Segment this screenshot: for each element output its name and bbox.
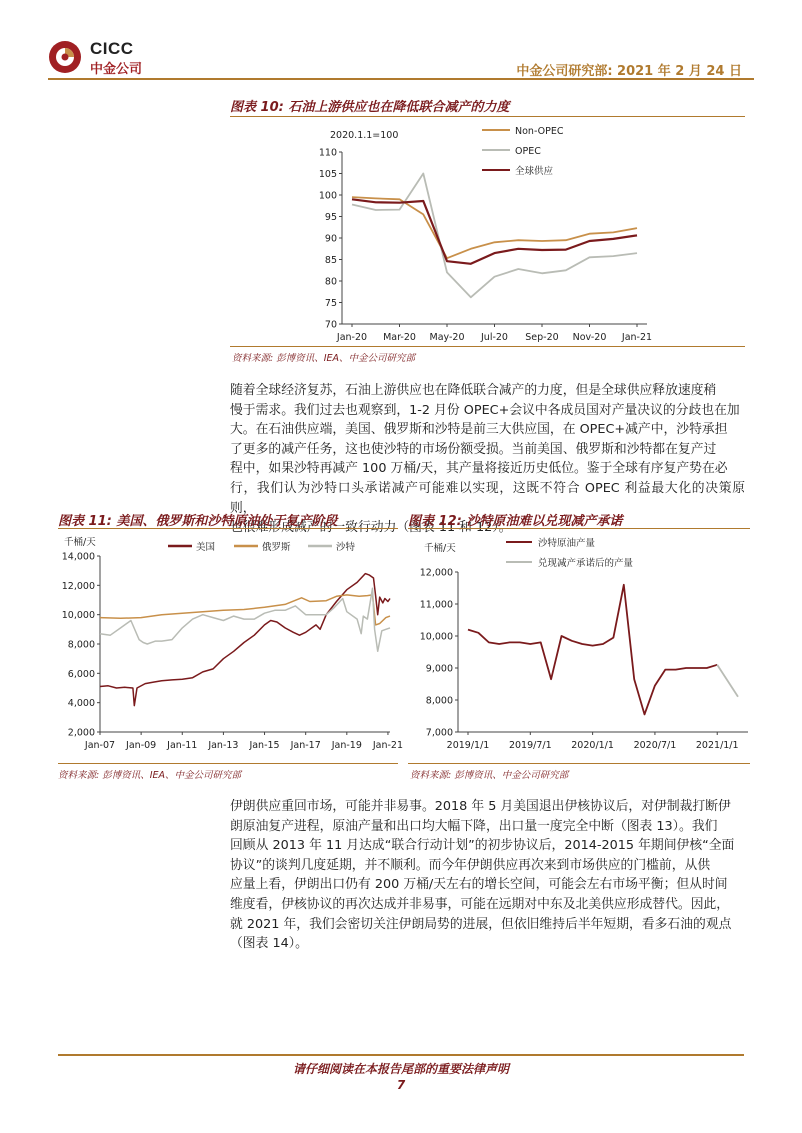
fig10-y-tick-label: 105: [318, 169, 337, 180]
figure11-rule: [58, 528, 398, 529]
cicc-logo-icon: [48, 40, 82, 74]
figure12-chart: [408, 530, 754, 762]
fig12-x-tick-label: 2020/1/1: [571, 740, 614, 751]
paragraph-iran: 伊朗供应重回市场，可能并非易事。2018 年 5 月美国退出伊核协议后，对伊制裁打断伊 朗原油复产进程，原油产量和出口均大幅下降，出口量一度完全中断（图表 13）。我们 回顾从 2013 年 11 月达成“联合行动计划”的初步协议后，2014-2015 年期间伊核“全面 协议”的谈判几度延期，并不顺利。而今年伊朗供应再次来到市场供应的门槛前，从供 应量上看，伊朗出口仍有 200 万桶/天左右的增长空间，可能会左右市场平衡；但从时间 维度看，伊核协议的再次达成并非易事，可能在远期对中东及北美供应形成替代。因此， 就 2021 年，我们会密切关注伊朗局势的进展，但依旧维持后半年短期，看多石油的观点 （图表 14）。: [230, 799, 735, 952]
fig10-x-tick-label: Jan-21: [621, 332, 653, 343]
fig11-x-tick-label: Jan-19: [331, 740, 362, 751]
fig10-unit-label: 2020.1.1=100: [330, 130, 399, 141]
fig10-x-tick-label: May-20: [429, 332, 465, 343]
fig11-y-tick-label: 4,000: [67, 698, 95, 710]
fig12-y-tick-label: 12,000: [419, 567, 453, 579]
fig11-y-tick-label: 6,000: [67, 668, 95, 680]
fig10-y-tick-label: 80: [324, 276, 337, 288]
fig12-legend-label: 沙特原油产量: [538, 538, 596, 549]
figure10-bottom-rule: [230, 346, 745, 347]
fig11-x-tick-label: Jan-15: [249, 740, 280, 751]
fig12-x-tick-label: 2021/1/1: [695, 740, 739, 751]
fig12-series-line: [468, 585, 717, 715]
logo-text-cn: 中金公司: [90, 62, 143, 77]
fig11-unit-label: 千桶/天: [64, 537, 96, 548]
fig12-x-tick-label: 2019/1/1: [446, 740, 490, 751]
fig10-series-line: [352, 197, 637, 258]
logo-text-en: CICC: [90, 39, 134, 58]
fig12-y-tick-label: 11,000: [419, 599, 453, 611]
fig12-legend-label: 兑现减产承诺后的产量: [538, 558, 634, 569]
fig12-series-line: [717, 665, 738, 697]
figure12-bottom-rule: [408, 763, 750, 764]
fig10-y-tick-label: 90: [324, 233, 337, 245]
figure12-source: 资料来源: 彭博资讯、中金公司研究部: [410, 770, 569, 781]
fig11-y-tick-label: 10,000: [61, 610, 95, 622]
figure10-chart: [230, 118, 745, 348]
fig11-y-tick-label: 14,000: [61, 551, 95, 563]
fig10-legend-label: Non-OPEC: [515, 126, 564, 137]
fig11-x-tick-label: Jan-21: [372, 740, 404, 751]
fig11-series-line: [100, 574, 390, 706]
fig11-x-tick-label: Jan-09: [126, 740, 157, 751]
fig11-legend-label: 美国: [196, 542, 216, 553]
figure10-title: 图表 10: 石油上游供应也在降低联合减产的力度: [230, 100, 510, 115]
paragraph-supply: 随着全球经济复苏，石油上游供应也在降低联合减产的力度，但是全球供应释放速度稍 慢于需求。我们过去也观察到，1-2 月份 OPEC+会议中各成员国对产量决议的分歧也在加 大。在石油供应端，美国、俄罗斯和沙特是前三大供应国，在 OPEC+减产中，沙特承担 了更多的减产任务，这也使沙特的市场份额受损。当前美国、俄罗斯和沙特都在复产过 程中，如果沙特再减产 100 万桶/天，其产量将接近历史低位。鉴于全球有序复产势在必 行，我们认为沙特口头承诺减产可能难以实现，这既不符合 OPEC 利益最大化的决策原则， 也很难形成减产的一致行动力（图表 11 和 12）。: [230, 383, 745, 536]
fig11-x-tick-label: Jan-17: [290, 740, 321, 751]
fig10-y-tick-label: 70: [324, 319, 337, 331]
fig11-x-tick-label: Jan-13: [208, 740, 239, 751]
header-divider: [48, 78, 754, 80]
fig11-y-tick-label: 8,000: [67, 639, 95, 651]
header-date: 中金公司研究部: 2021 年 2 月 24 日: [516, 64, 742, 79]
figure12-rule: [408, 528, 750, 529]
fig10-y-tick-label: 75: [324, 298, 337, 309]
fig10-y-tick-label: 95: [324, 212, 337, 223]
figure10-rule: [230, 116, 745, 117]
fig11-legend-label: 沙特: [336, 542, 356, 553]
figure12-title: 图表 12: 沙特原油难以兑现减产承诺: [408, 514, 623, 529]
fig12-y-tick-label: 9,000: [425, 663, 453, 675]
fig12-unit-label: 千桶/天: [424, 543, 456, 554]
fig10-y-tick-label: 85: [324, 255, 337, 266]
page-number: 7: [396, 1078, 406, 1092]
fig10-x-tick-label: Mar-20: [383, 332, 416, 343]
fig10-y-tick-label: 110: [318, 147, 337, 159]
footer-divider: [58, 1054, 744, 1056]
figure11-chart: [58, 530, 404, 762]
fig10-x-tick-label: Jan-20: [336, 332, 368, 343]
fig11-x-tick-label: Jan-07: [84, 740, 116, 751]
fig12-y-tick-label: 10,000: [419, 631, 453, 643]
fig10-series-line: [352, 174, 637, 298]
figure11-source: 资料来源: 彭博资讯、IEA、中金公司研究部: [58, 770, 242, 781]
fig10-legend-label: 全球供应: [515, 166, 554, 177]
fig11-x-tick-label: Jan-11: [167, 740, 198, 751]
fig10-y-tick-label: 100: [318, 190, 337, 202]
fig10-legend-label: OPEC: [515, 146, 541, 157]
fig12-x-tick-label: 2019/7/1: [508, 740, 552, 751]
figure11-title: 图表 11: 美国、俄罗斯和沙特原油处于复产阶段: [58, 514, 338, 529]
fig12-y-tick-label: 8,000: [425, 695, 453, 707]
fig10-x-tick-label: Sep-20: [525, 332, 559, 343]
figure10-source: 资料来源: 彭博资讯、IEA、中金公司研究部: [232, 353, 416, 364]
fig11-legend-label: 俄罗斯: [262, 542, 291, 553]
figure11-bottom-rule: [58, 763, 398, 764]
fig12-x-tick-label: 2020/7/1: [633, 740, 677, 751]
fig11-y-tick-label: 12,000: [61, 580, 95, 592]
legal-notice: 请仔细阅读在本报告尾部的重要法律声明: [292, 1062, 509, 1076]
fig11-y-tick-label: 2,000: [67, 727, 95, 739]
fig12-y-tick-label: 7,000: [425, 727, 453, 739]
fig10-x-tick-label: Nov-20: [572, 332, 607, 343]
fig10-x-tick-label: Jul-20: [481, 332, 508, 343]
